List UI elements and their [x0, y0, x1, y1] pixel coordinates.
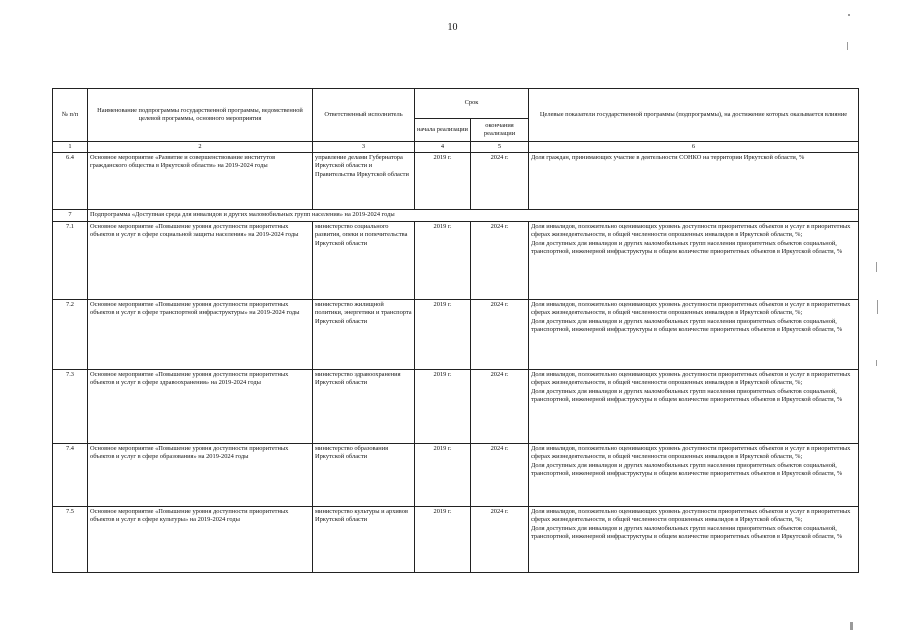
row-indicators: [529, 444, 859, 507]
indicator-text: Доля доступных для инвалидов и других маломобильных групп населения приоритетных объектов социальной, транспортной, инженерной инфраструктуры в общем количестве приоритетных объектов в Иркутской области, %: [531, 239, 843, 256]
row-name: Основное мероприятие «Повышение уровня доступности приоритетных объектов и услуг в сфере здравоохранения» на 2019-2024 годы: [88, 370, 313, 444]
subprogram-title: Подпрограмма «Доступная среда для инвалидов и других маломобильных групп населения» на 2019-2024 годы: [88, 210, 859, 222]
row-name: Основное мероприятие «Повышение уровня доступности приоритетных объектов и услуг в сфере образования» на 2019-2024 годы: [88, 444, 313, 507]
col-number: 2: [88, 142, 313, 153]
header-name: Наименование подпрограммы государственной программы, ведомственной целевой программы, основного мероприятия: [88, 89, 313, 142]
row-responsible: министерство культуры и архивов Иркутской области: [313, 507, 415, 573]
row-number: 7.2: [53, 300, 88, 370]
table-row: [53, 507, 859, 573]
indicator-text: Доля доступных для инвалидов и других маломобильных групп населения приоритетных объектов социальной, транспортной, инженерной инфраструктуры в общем количестве приоритетных объектов в Иркутской области, %: [531, 387, 843, 404]
row-number: 7.5: [53, 507, 88, 573]
header-no: № п/п: [53, 89, 88, 142]
row-responsible: министерство образования Иркутской области: [313, 444, 415, 507]
indicator-text: Доля доступных для инвалидов и других маломобильных групп населения приоритетных объектов социальной, транспортной, инженерной инфраструктуры в общем количестве приоритетных объектов в Иркутской области, %: [531, 317, 843, 334]
row-indicators: [529, 370, 859, 444]
subprogram-number: 7: [53, 210, 88, 222]
scan-speck: [876, 360, 877, 366]
table-row: [53, 222, 859, 300]
indicator-text: Доля граждан, принимающих участие в деятельности СОНКО на территории Иркутской области, %: [531, 154, 805, 161]
indicator-text: Доля инвалидов, положительно оценивающих уровень доступности приоритетных объектов и услуг в приоритетных сферах жизнедеятельности, в общей численности опрошенных инвалидов в Иркутской области, %;: [531, 223, 851, 239]
indicator-text: Доля доступных для инвалидов и других маломобильных групп населения приоритетных объектов социальной, транспортной, инженерной инфраструктуры в общем количестве приоритетных объектов в Иркутской области, %: [531, 524, 843, 541]
row-indicators: [529, 507, 859, 573]
scan-speck: [876, 262, 877, 272]
row-start: 2019 г.: [415, 222, 471, 300]
page-number: 10: [447, 22, 458, 33]
row-number: 7.4: [53, 444, 88, 507]
scan-speck: [877, 300, 878, 314]
header-end: окончания реализации: [471, 119, 529, 142]
row-end: 2024 г.: [471, 222, 529, 300]
row-name: Основное мероприятие «Повышение уровня доступности приоритетных объектов и услуг в сфере транспортной инфраструктуры» на 2019-2024 годы: [88, 300, 313, 370]
row-end: 2024 г.: [471, 153, 529, 210]
header-indicators: Целевые показатели государственной программы (подпрограммы), на достижение которых оказывается влияние: [529, 89, 859, 142]
scan-speck: [850, 622, 853, 630]
table-row: [53, 153, 859, 210]
row-responsible: министерство здравоохранения Иркутской области: [313, 370, 415, 444]
indicator-text: Доля инвалидов, положительно оценивающих уровень доступности приоритетных объектов и услуг в приоритетных сферах жизнедеятельности, в общей численности опрошенных инвалидов в Иркутской области, %;: [531, 301, 851, 317]
row-number: 6.4: [53, 153, 88, 210]
col-number: 3: [313, 142, 415, 153]
row-name: Основное мероприятие «Повышение уровня доступности приоритетных объектов и услуг в сфере социальной защиты населения» на 2019-2024 годы: [88, 222, 313, 300]
col-number: 6: [529, 142, 859, 153]
indicator-text: Доля инвалидов, положительно оценивающих уровень доступности приоритетных объектов и услуг в приоритетных сферах жизнедеятельности, в общей численности опрошенных инвалидов в Иркутской области, %;: [531, 445, 851, 461]
col-number: 1: [53, 142, 88, 153]
indicator-text: Доля доступных для инвалидов и других маломобильных групп населения приоритетных объектов социальной, транспортной, инженерной инфраструктуры в общем количестве приоритетных объектов в Иркутской области, %: [531, 461, 843, 478]
row-name: Основное мероприятие «Развитие и совершенствование институтов гражданского общества в Иркутской области» на 2019-2024 годы: [88, 153, 313, 210]
row-responsible: министерство жилищной политики, энергетики и транспорта Иркутской области: [313, 300, 415, 370]
row-responsible: министерство социального развития, опеки и попечительства Иркутской области: [313, 222, 415, 300]
row-indicators: [529, 153, 859, 210]
row-start: 2019 г.: [415, 444, 471, 507]
header-term: Срок: [415, 89, 529, 119]
indicator-text: Доля инвалидов, положительно оценивающих уровень доступности приоритетных объектов и услуг в приоритетных сферах жизнедеятельности, в общей численности опрошенных инвалидов в Иркутской области, %;: [531, 508, 851, 524]
scan-speck: [848, 14, 850, 16]
row-start: 2019 г.: [415, 370, 471, 444]
header-start: начала реализации: [415, 119, 471, 142]
row-end: 2024 г.: [471, 370, 529, 444]
row-number: 7.3: [53, 370, 88, 444]
table-row: [53, 370, 859, 444]
subprogram-row: [53, 210, 859, 222]
indicator-text: Доля инвалидов, положительно оценивающих уровень доступности приоритетных объектов и услуг в приоритетных сферах жизнедеятельности, в общей численности опрошенных инвалидов в Иркутской области, %;: [531, 371, 851, 387]
col-number: 4: [415, 142, 471, 153]
row-end: 2024 г.: [471, 444, 529, 507]
row-start: 2019 г.: [415, 153, 471, 210]
row-indicators: [529, 300, 859, 370]
row-start: 2019 г.: [415, 300, 471, 370]
row-responsible: управление делами Губернатора Иркутской области и Правительства Иркутской области: [313, 153, 415, 210]
col-number: 5: [471, 142, 529, 153]
table-row: [53, 444, 859, 507]
row-end: 2024 г.: [471, 507, 529, 573]
row-number: 7.1: [53, 222, 88, 300]
column-number-row: [53, 142, 859, 153]
row-name: Основное мероприятие «Повышение уровня доступности приоритетных объектов и услуг в сфере культуры» на 2019-2024 годы: [88, 507, 313, 573]
header-responsible: Ответственный исполнитель: [313, 89, 415, 142]
row-start: 2019 г.: [415, 507, 471, 573]
program-table: [52, 88, 859, 573]
row-indicators: [529, 222, 859, 300]
header-row: [53, 89, 859, 119]
table-row: [53, 300, 859, 370]
scan-speck: [847, 42, 848, 50]
row-end: 2024 г.: [471, 300, 529, 370]
